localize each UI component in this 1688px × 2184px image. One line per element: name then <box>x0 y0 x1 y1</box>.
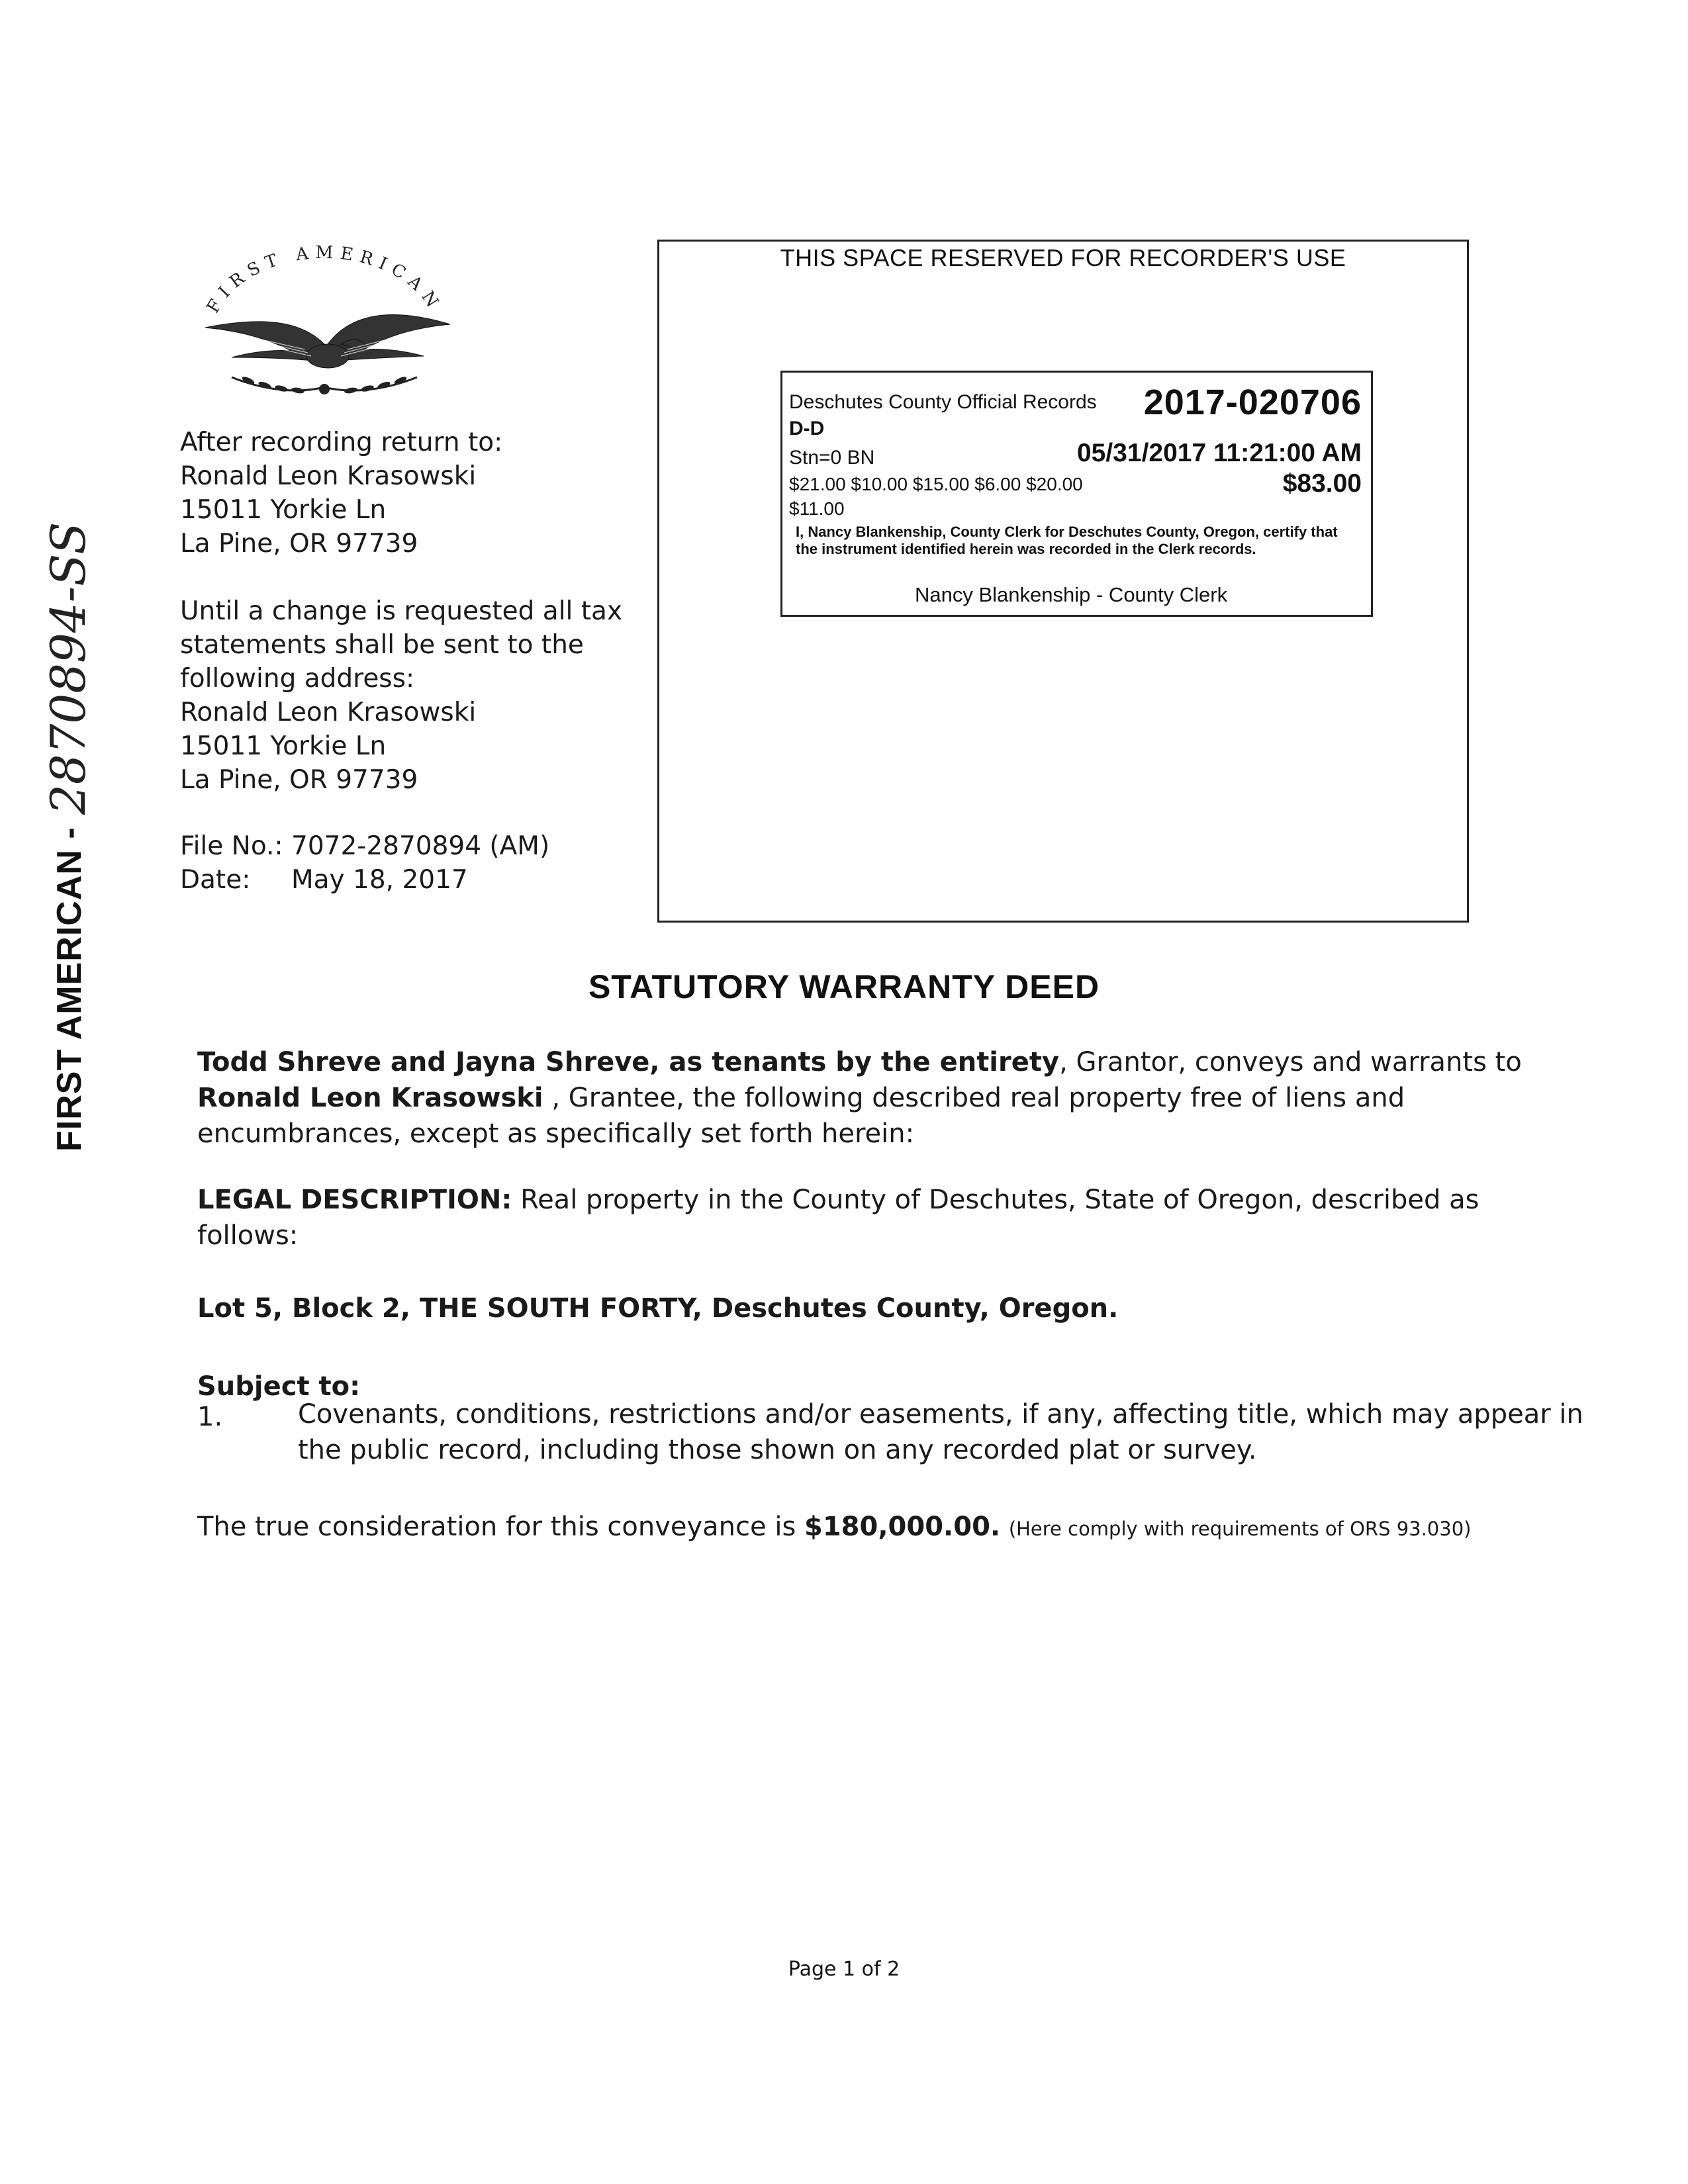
recording-datetime: 05/31/2017 11:21:00 AM <box>1076 439 1362 467</box>
lot-description: Lot 5, Block 2, THE SOUTH FORTY, Deschutes County, Oregon. <box>197 1293 1119 1324</box>
return-name: Ronald Leon Krasowski <box>180 461 477 491</box>
fee-total: $83.00 <box>1282 469 1362 498</box>
grantee-name: Ronald Leon Krasowski <box>197 1083 543 1113</box>
side-file-stamp <box>40 444 99 1152</box>
recording-stamp <box>780 371 1373 617</box>
grant-paragraph <box>197 1044 1522 1152</box>
return-heading: After recording return to: <box>180 428 503 457</box>
ors-note: (Here comply with requirements of ORS 93.030) <box>1008 1518 1472 1540</box>
tax-name: Ronald Leon Krasowski <box>180 698 477 727</box>
consideration-amount: $180,000.00. <box>804 1512 1001 1542</box>
official-records-label: Deschutes County Official Records <box>789 391 1097 413</box>
date-value: May 18, 2017 <box>291 865 468 895</box>
file-number-value: 7072-2870894 (AM) <box>291 831 550 861</box>
exception-item-line: Covenants, conditions, restrictions and/or easements, if any, affecting title, which may appear in <box>298 1399 1583 1430</box>
legal-description-paragraph <box>197 1182 1479 1253</box>
side-stamp-printed-text: FIRST AMERICAN - <box>50 827 89 1152</box>
deed-title: STATUTORY WARRANTY DEED <box>588 968 1100 1005</box>
fee-list: $21.00 $10.00 $15.00 $6.00 $20.00 <box>789 474 1083 494</box>
exception-item-text <box>298 1396 1583 1468</box>
file-info-block <box>180 829 549 897</box>
tax-text-line: Until a change is requested all tax <box>180 596 623 626</box>
station-id: Stn=0 BN <box>789 447 875 469</box>
return-address-block <box>180 426 502 561</box>
tax-text-line: statements shall be sent to the <box>180 630 584 660</box>
tax-city: La Pine, OR 97739 <box>180 765 418 795</box>
grantor-names: Todd Shreve and Jayna Shreve, as tenants by the entirety <box>197 1047 1060 1077</box>
page-number: Page 1 of 2 <box>788 1958 900 1981</box>
fee-list-continued: $11.00 <box>789 498 845 519</box>
logo-arc-text: FIRST AMERICAN <box>203 245 446 317</box>
tax-street: 15011 Yorkie Ln <box>180 731 387 761</box>
tax-text-line: following address: <box>180 664 415 694</box>
tax-statement-address-block <box>180 594 622 797</box>
first-american-eagle-logo <box>192 245 457 410</box>
return-street: 15011 Yorkie Ln <box>180 495 387 525</box>
legal-description-text: Real property in the County of Deschutes, State of Oregon, described as <box>512 1185 1479 1215</box>
legal-description-label: LEGAL DESCRIPTION: <box>197 1185 512 1215</box>
record-number: 2017-020706 <box>1143 383 1362 422</box>
document-type: D-D <box>789 418 825 439</box>
date-label: Date: <box>180 865 251 895</box>
exception-item-line: the public record, including those shown on any recorded plat or survey. <box>298 1435 1257 1465</box>
recorder-box-title: THIS SPACE RESERVED FOR RECORDER'S USE <box>780 244 1346 271</box>
exception-item-number: 1. <box>197 1402 223 1432</box>
legal-description-text: follows: <box>197 1220 299 1251</box>
file-number-label: File No.: <box>180 831 283 861</box>
subject-to-label: Subject to: <box>197 1371 361 1402</box>
grant-text: , Grantor, conveys and warrants to <box>1059 1047 1522 1077</box>
grant-text: encumbrances, except as specifically set forth herein: <box>197 1118 915 1149</box>
svg-text:2870894-SS: 2870894-SS <box>40 522 96 815</box>
handwritten-file-number <box>40 444 99 815</box>
return-city: La Pine, OR 97739 <box>180 529 418 559</box>
file-number-row <box>180 829 549 863</box>
recorder-use-box <box>657 240 1469 923</box>
consideration-paragraph <box>197 1509 1471 1547</box>
grant-text: , Grantee, the following described real property free of liens and <box>543 1083 1405 1113</box>
date-row <box>180 863 549 897</box>
consideration-text: The true consideration for this conveyance is <box>197 1512 805 1542</box>
clerk-certification: I, Nancy Blankenship, County Clerk for Deschutes County, Oregon, certify that the instrument identified herein was recorded in the Clerk records. <box>796 523 1338 557</box>
clerk-name: Nancy Blankenship - County Clerk <box>915 583 1228 606</box>
